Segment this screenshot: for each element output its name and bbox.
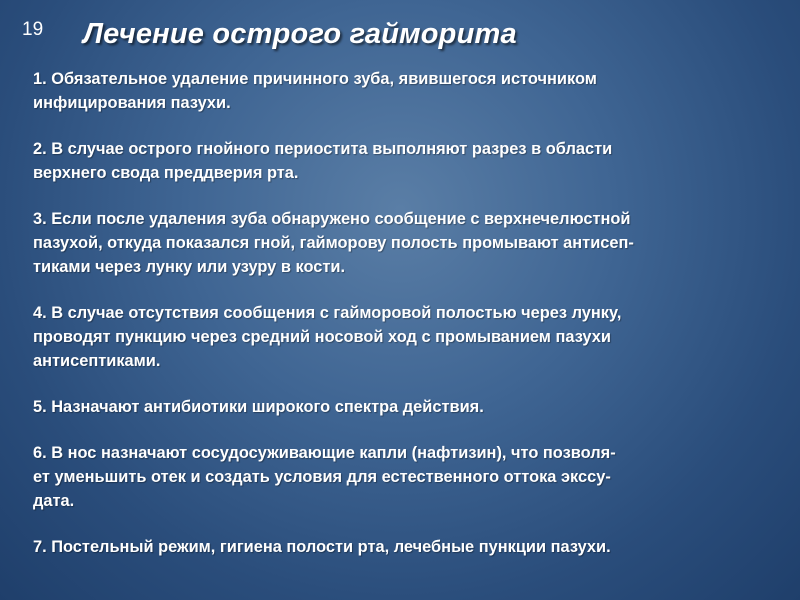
list-item-2 [33, 137, 771, 185]
list-item-line: 2. В случае острого гнойного периостита выполняют разрез в области [33, 140, 613, 158]
list-item-5 [33, 395, 771, 419]
list-item-line: проводят пункцию через средний носовой ход с промыванием пазухи [33, 328, 611, 346]
slide-number: 19 [22, 19, 44, 40]
list-item-7 [33, 535, 771, 559]
list-item-line: тиками через лунку или узуру в кости. [33, 258, 346, 276]
list-item-line: пазухой, откуда показался гной, гайморову полость промывают антисеп- [33, 234, 634, 252]
list-item-4 [33, 301, 771, 373]
list-item-1 [33, 67, 771, 115]
list-item-line: антисептиками. [33, 352, 161, 370]
list-item-line: дата. [33, 492, 75, 510]
list-item-line: ет уменьшить отек и создать условия для естественного оттока экссу- [33, 468, 611, 486]
list-item-line: 3. Если после удаления зуба обнаружено сообщение с верхнечелюстной [33, 210, 631, 228]
list-item-line: 7. Постельный режим, гигиена полости рта, лечебные пункции пазухи. [33, 538, 611, 556]
treatment-list [33, 67, 771, 581]
list-item-3 [33, 207, 771, 279]
list-item-line: верхнего свода преддверия рта. [33, 164, 299, 182]
list-item-line: 6. В нос назначают сосудосуживающие капли (нафтизин), что позволя- [33, 444, 616, 462]
list-item-line: 1. Обязательное удаление причинного зуба, явившегося источником [33, 70, 597, 88]
list-item-line: 4. В случае отсутствия сообщения с гайморовой полостью через лунку, [33, 304, 622, 322]
slide-title: Лечение острого гайморита [83, 18, 517, 50]
list-item-line: инфицирования пазухи. [33, 94, 231, 112]
list-item-line: 5. Назначают антибиотики широкого спектра действия. [33, 398, 484, 416]
list-item-6 [33, 441, 771, 513]
